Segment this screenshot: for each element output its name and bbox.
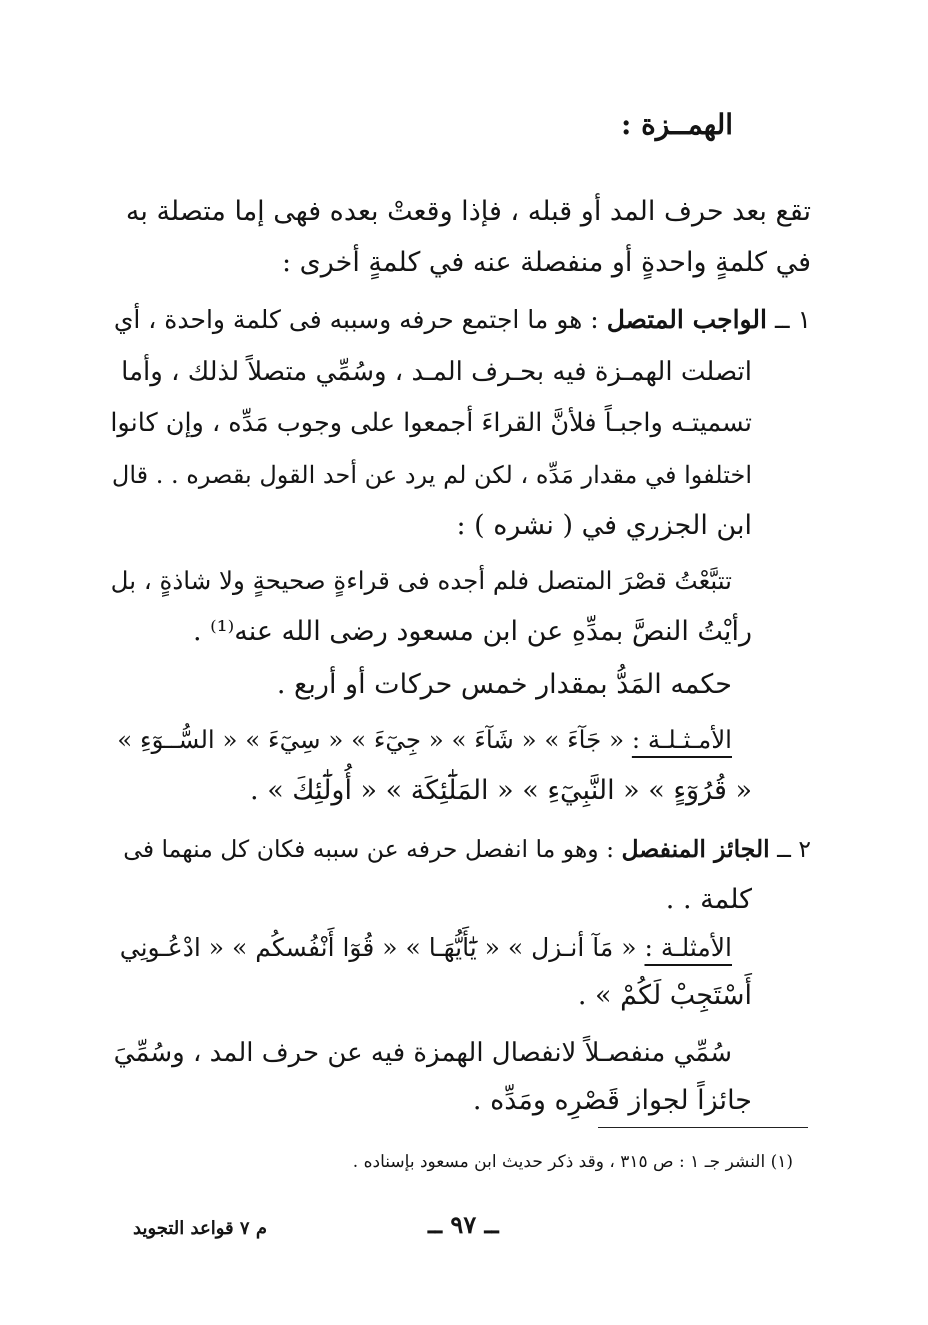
section-1-title: الواجب المتصل — [606, 305, 767, 334]
intro-line-2: في كلمةٍ واحدةٍ أو منفصلة عنه في كلمةٍ أخرى : — [281, 247, 811, 278]
section-2-examples-list-1: « مَآ أنـزل » « يَٰٓأَيُّهَـا » « قُوٓا أَنْفُسكُم » « ادْعُـونِي — [119, 933, 637, 962]
footnote: (١) النشر جـ ١ : ص ٣١٥ ، وقد ذكر حديث ابن مسعود بإسناده . — [352, 1152, 793, 1172]
footnote-divider — [598, 1127, 808, 1128]
ruling-text: حكمه المَدُّ بمقدار خمس حركات أو أربع . — [276, 669, 732, 700]
section-1-line-3: تسميتـه واجبـاً فلأنَّ القراءَ أجمعوا على وجوب مَدِّه ، وإن كانوا — [110, 408, 752, 438]
section-2-line-2: كلمة . . — [665, 884, 752, 915]
section-1-line-4: اختلفوا في مقدار مَدِّه ، لكن لم يرد عن أحد القول بقصره . . قال — [111, 461, 752, 489]
section-1-number: ١ ــ — [774, 305, 811, 334]
section-2-line-1-text: : وهو ما انفصل حرفه عن سببه فكان كل منهما فى — [123, 835, 615, 863]
section-heading: الهمــزة : — [620, 108, 733, 141]
section-2-title: الجائز المنفصل — [621, 835, 770, 863]
intro-line-1: تقع بعد حرف المد أو قبله ، فإذا وقعتْ بعده فهى إما متصلة به — [125, 196, 811, 227]
section-1-line-1 — [114, 291, 811, 349]
section-2-examples-line-2: أَسْتَجِبْ لَكُمْ » . — [577, 980, 752, 1011]
section-1-line-5: ابن الجزري في ( نشره ) : — [456, 510, 752, 541]
book-signature: م ٧ قواعد التجويد — [133, 1218, 268, 1239]
section-2-note-line-1: سُمِّي منفصـلاً لانفصال الهمزة فيه عن حرف المد ، وسُمِّيَ — [113, 1038, 732, 1068]
section-2-examples-label: الأمثلـة : — [644, 933, 732, 962]
section-2-number: ٢ ــ — [777, 835, 811, 863]
section-1-examples-list-1: « جَآءَ » « شَآءَ » « جِيٓءَ » « سِيٓءَ » « السُّــوٓءِ » — [117, 725, 625, 754]
section-2-line-1 — [123, 820, 811, 878]
section-1-examples-label: الأمـثـلـة : — [631, 725, 732, 754]
quote-line-2: رأيْتُ النصَّ بمدِّهِ عن ابن مسعود رضى الله عنه⁽¹⁾ . — [192, 616, 752, 647]
quote-line-1: تتبَّعْتُ قصْرَ المتصل فلم أجده فى قراءةٍ صحيحةٍ ولا شاذةٍ ، بل — [110, 566, 732, 595]
section-1-line-1-text: : هو ما اجتمع حرفه وسببه فى كلمة واحدة ، أي — [113, 305, 599, 334]
section-1-line-2: اتصلت الهمـزة فيه بحـرف المـد ، وسُمِّي متصلاً لذلك ، وأما — [121, 357, 752, 387]
section-1-examples-line-2: « قُرُوٓءٍ » « النَّبِيٓءِ » « المَلَٰٓئِكَة » « أُولَٰٓئِكَ » . — [250, 775, 752, 806]
section-2-note-line-2: جائزاً لجواز قَصْرِه ومَدِّه . — [472, 1085, 752, 1116]
page-number: ــ ٩٧ ــ — [428, 1210, 499, 1239]
section-1-examples-line-1 — [117, 711, 732, 769]
